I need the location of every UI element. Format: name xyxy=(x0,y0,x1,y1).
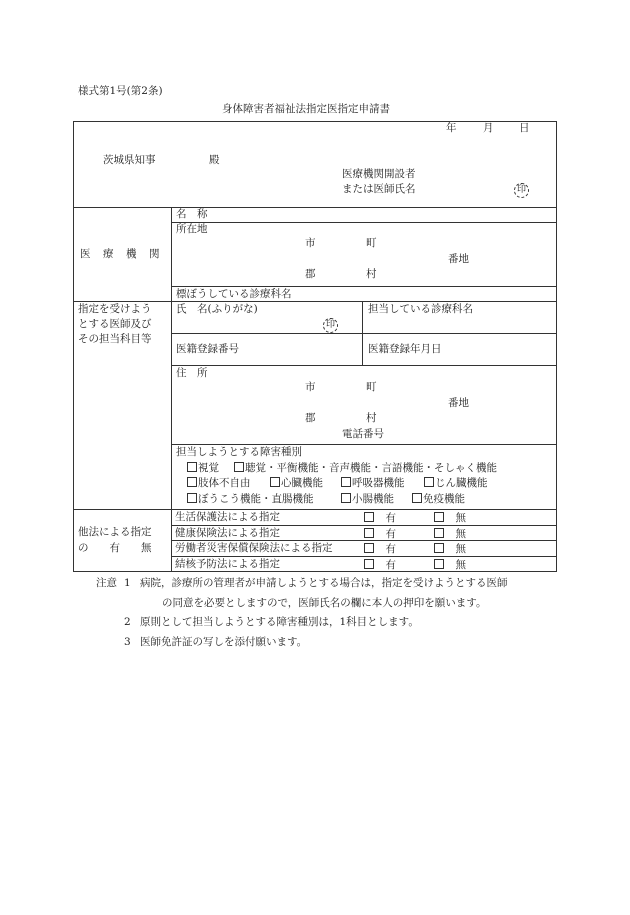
checkbox-icon xyxy=(412,493,422,503)
doctor-name-label: 氏 名(ふりがな) xyxy=(176,303,258,315)
note-text: 医師免許証の写しを添付願います。 xyxy=(140,636,308,648)
disability-option[interactable]: 肢体不自由 xyxy=(187,477,251,489)
reg-number-label: 医籍登録番号 xyxy=(176,343,239,355)
no-option[interactable]: 無 xyxy=(434,543,466,555)
yes-option[interactable]: 有 xyxy=(364,528,396,540)
doctor-dept-label: 担当している診療科名 xyxy=(368,303,473,315)
yes-option[interactable]: 有 xyxy=(364,559,396,571)
checkbox-icon xyxy=(424,477,434,487)
institution-banchi: 番地 xyxy=(448,253,469,265)
honorific: 殿 xyxy=(209,154,220,166)
checkbox-icon xyxy=(434,543,444,553)
checkbox-icon xyxy=(434,559,444,569)
doctor-county: 郡 xyxy=(305,412,316,424)
disability-option[interactable]: 小腸機能 xyxy=(341,493,394,505)
disability-option[interactable]: じん臓機能 xyxy=(424,477,488,489)
doctor-banchi: 番地 xyxy=(448,397,469,409)
other-law-label-2: の 有 無 xyxy=(78,542,152,554)
checkbox-icon xyxy=(341,493,351,503)
law-name: 結核予防法による指定 xyxy=(175,558,280,570)
doctor-city: 市 xyxy=(305,381,316,393)
disability-option[interactable]: ぼうこう機能・直腸機能 xyxy=(187,493,314,505)
notes-label: 注意 xyxy=(96,577,117,589)
addressee: 茨城県知事 xyxy=(103,154,156,166)
disability-option[interactable]: 聴覚・平衡機能・音声機能・言語機能・そしゃく機能 xyxy=(234,462,497,474)
disability-option[interactable]: 視覚 xyxy=(187,462,219,474)
checkbox-icon xyxy=(270,477,280,487)
checkbox-icon xyxy=(364,528,374,538)
institution-name-label: 名 称 xyxy=(176,208,208,220)
other-law-label-1: 他法による指定 xyxy=(78,526,152,538)
institution-county: 郡 xyxy=(305,268,316,280)
checkbox-icon xyxy=(187,462,197,472)
form-title: 身体障害者福祉法指定医指定申請書 xyxy=(222,103,390,115)
checkbox-icon xyxy=(341,477,351,487)
doctor-section-label-1: 指定を受けよう xyxy=(78,303,152,315)
reg-date-label: 医籍登録年月日 xyxy=(368,343,442,355)
note-number: 3 xyxy=(124,636,131,648)
disability-option[interactable]: 心臓機能 xyxy=(270,477,323,489)
yes-option[interactable]: 有 xyxy=(364,512,396,524)
institution-dept-label: 標ぼうしている診療科名 xyxy=(176,288,292,300)
note-text: の同意を必要としますので，医師氏名の欄に本人の押印を願います。 xyxy=(162,597,487,609)
checkbox-icon xyxy=(234,462,244,472)
applicant-seal-icon: 印 xyxy=(514,183,529,198)
institution-village: 村 xyxy=(366,268,377,280)
form-number: 様式第1号(第2条) xyxy=(78,85,163,97)
institution-address-label: 所在地 xyxy=(176,223,208,235)
checkbox-icon xyxy=(434,512,444,522)
month-label: 月 xyxy=(483,122,494,134)
yes-option[interactable]: 有 xyxy=(364,543,396,555)
no-option[interactable]: 無 xyxy=(434,559,466,571)
doctor-town: 町 xyxy=(366,381,377,393)
disability-label: 担当しようとする障害種別 xyxy=(176,446,302,458)
applicant-label-2: または医師氏名 xyxy=(342,183,416,195)
law-name: 労働者災害保償保険法による指定 xyxy=(175,542,333,554)
checkbox-icon xyxy=(364,559,374,569)
year-label: 年 xyxy=(446,122,457,134)
law-name: 生活保護法による指定 xyxy=(175,511,280,523)
doctor-section-label-3: その担当科目等 xyxy=(78,333,152,345)
checkbox-icon xyxy=(364,543,374,553)
institution-section-label: 医 療 機 関 xyxy=(80,248,161,260)
day-label: 日 xyxy=(519,122,530,134)
no-option[interactable]: 無 xyxy=(434,528,466,540)
doctor-section-label-2: とする医師及び xyxy=(78,318,152,330)
law-name: 健康保険法による指定 xyxy=(175,527,280,539)
note-number: 1 xyxy=(124,577,131,589)
checkbox-icon xyxy=(187,477,197,487)
doctor-phone-label: 電話番号 xyxy=(342,428,384,440)
disability-option[interactable]: 呼吸器機能 xyxy=(341,477,405,489)
doctor-village: 村 xyxy=(366,412,377,424)
no-option[interactable]: 無 xyxy=(434,512,466,524)
doctor-address-label: 住 所 xyxy=(176,367,208,379)
note-text: 病院，診療所の管理者が申請しようとする場合は，指定を受けようとする医師 xyxy=(140,577,508,589)
checkbox-icon xyxy=(434,528,444,538)
institution-town: 町 xyxy=(366,237,377,249)
disability-option[interactable]: 免疫機能 xyxy=(412,493,465,505)
note-number: 2 xyxy=(124,616,131,628)
applicant-label-1: 医療機関開設者 xyxy=(342,168,416,180)
checkbox-icon xyxy=(187,493,197,503)
institution-city: 市 xyxy=(305,237,316,249)
note-text: 原則として担当しようとする障害種別は，1科目とします。 xyxy=(140,616,419,628)
checkbox-icon xyxy=(364,512,374,522)
doctor-seal-icon: 印 xyxy=(323,318,338,333)
